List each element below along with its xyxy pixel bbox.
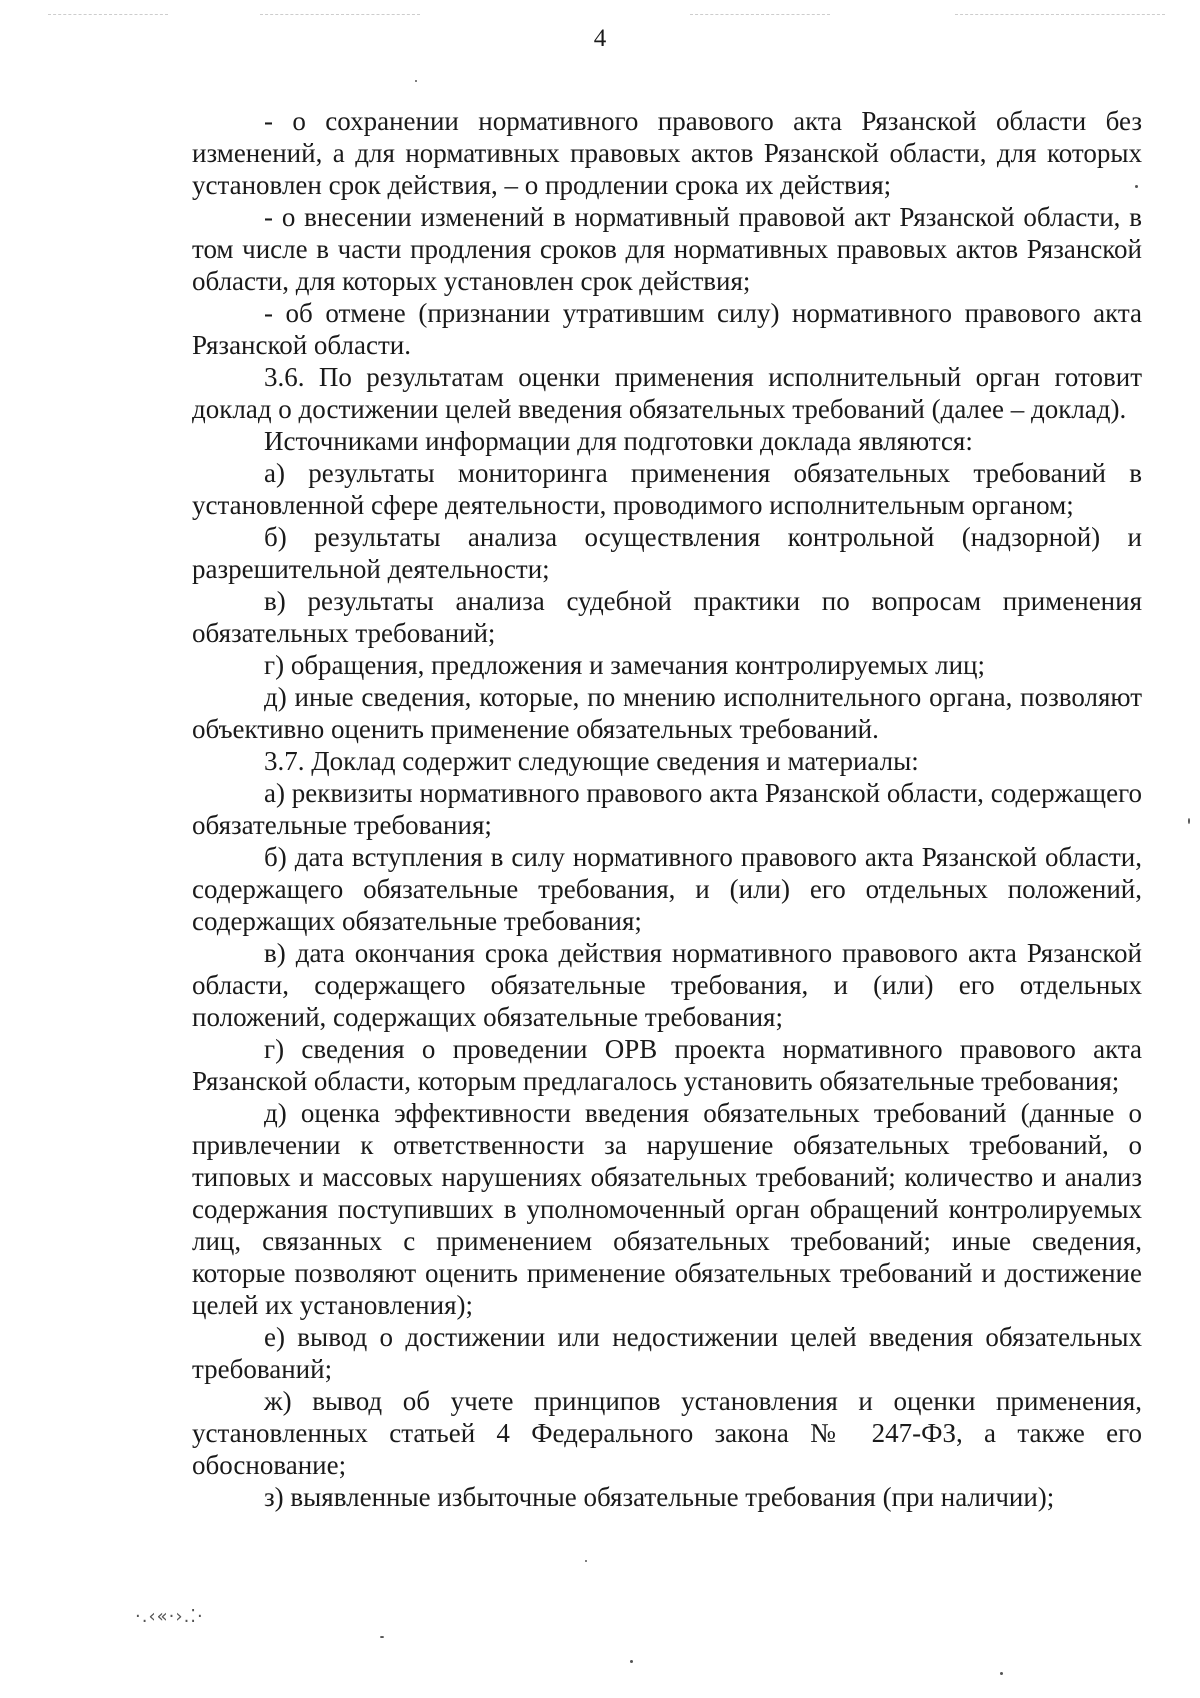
paragraph: в) дата окончания срока действия нормативного правового акта Рязанской области, содержащего обязательные требования, и (или) его отдельных положений, содержащих обязательные требования; — [192, 938, 1142, 1032]
scan-artifact — [690, 14, 830, 17]
paragraph: 3.7. Доклад содержит следующие сведения и материалы: — [264, 746, 919, 776]
page-number: 4 — [593, 25, 607, 52]
paragraph: - о внесении изменений в нормативный правовой акт Рязанской области, в том числе в части продления сроков для нормативных правовых актов Рязанской области, для которых установлен срок действия; — [192, 202, 1142, 296]
scan-artifact — [48, 14, 168, 17]
scan-artifact — [955, 14, 1165, 17]
paragraph: а) реквизиты нормативного правового акта Рязанской области, содержащего обязательные требования; — [192, 778, 1142, 840]
paragraph: е) вывод о достижении или недостижении целей введения обязательных требований; — [192, 1322, 1142, 1384]
paragraph: 3.6. По результатам оценки применения исполнительный орган готовит доклад о достижении целей введения обязательных требований (далее – доклад). — [192, 362, 1142, 424]
paragraph: в) результаты анализа судебной практики по вопросам применения обязательных требований; — [192, 586, 1142, 648]
paragraph: - о сохранении нормативного правового акта Рязанской области без изменений, а для нормативных правовых актов Рязанской области, для которых установлен срок действия, – о продлении срока их действия; — [192, 106, 1142, 200]
scan-speck — [415, 80, 417, 82]
paragraph: г) сведения о проведении ОРВ проекта нормативного правового акта Рязанской области, которым предлагалось установить обязательные требования; — [192, 1034, 1142, 1096]
paragraph: - об отмене (признании утратившим силу) нормативного правового акта Рязанской области. — [192, 298, 1142, 360]
paragraph: Источниками информации для подготовки доклада являются: — [264, 426, 973, 456]
scan-artifact — [260, 14, 420, 17]
scan-speck — [380, 1636, 384, 1638]
paragraph: д) оценка эффективности введения обязательных требований (данные о привлечении к ответственности за нарушение обязательных требований, о типовых и массовых нарушениях обязательных требований; количество и анализ содержания поступивших в уполномоченный орган обращений контролируемых лиц, связанных с применением обязательных требований; иные сведения, которые позволяют оценить применение обязательных требований и достижение целей их установления); — [192, 1098, 1142, 1320]
scan-speck — [1000, 1672, 1003, 1675]
paragraph: ж) вывод об учете принципов установления и оценки применения, установленных статьей 4 Федерального закона № 247-ФЗ, а также его обоснование; — [192, 1386, 1142, 1480]
scan-speck — [585, 1560, 587, 1562]
scan-mark: ·.‹«·›.⁚· — [135, 1606, 204, 1627]
document-body — [192, 105, 1142, 1513]
scan-speck — [630, 1660, 633, 1663]
paragraph: д) иные сведения, которые, по мнению исполнительного органа, позволяют объективно оценить применение обязательных требований. — [192, 682, 1142, 744]
scan-speck — [1188, 818, 1190, 824]
paragraph: б) дата вступления в силу нормативного правового акта Рязанской области, содержащего обязательные требования, и (или) его отдельных положений, содержащих обязательные требования; — [192, 842, 1142, 936]
paragraph: а) результаты мониторинга применения обязательных требований в установленной сфере деятельности, проводимого исполнительным органом; — [192, 458, 1142, 520]
scan-speck — [1135, 185, 1138, 188]
paragraph: з) выявленные избыточные обязательные требования (при наличии); — [264, 1482, 1055, 1512]
paragraph: г) обращения, предложения и замечания контролируемых лиц; — [264, 650, 985, 680]
paragraph: б) результаты анализа осуществления контрольной (надзорной) и разрешительной деятельности; — [192, 522, 1142, 584]
